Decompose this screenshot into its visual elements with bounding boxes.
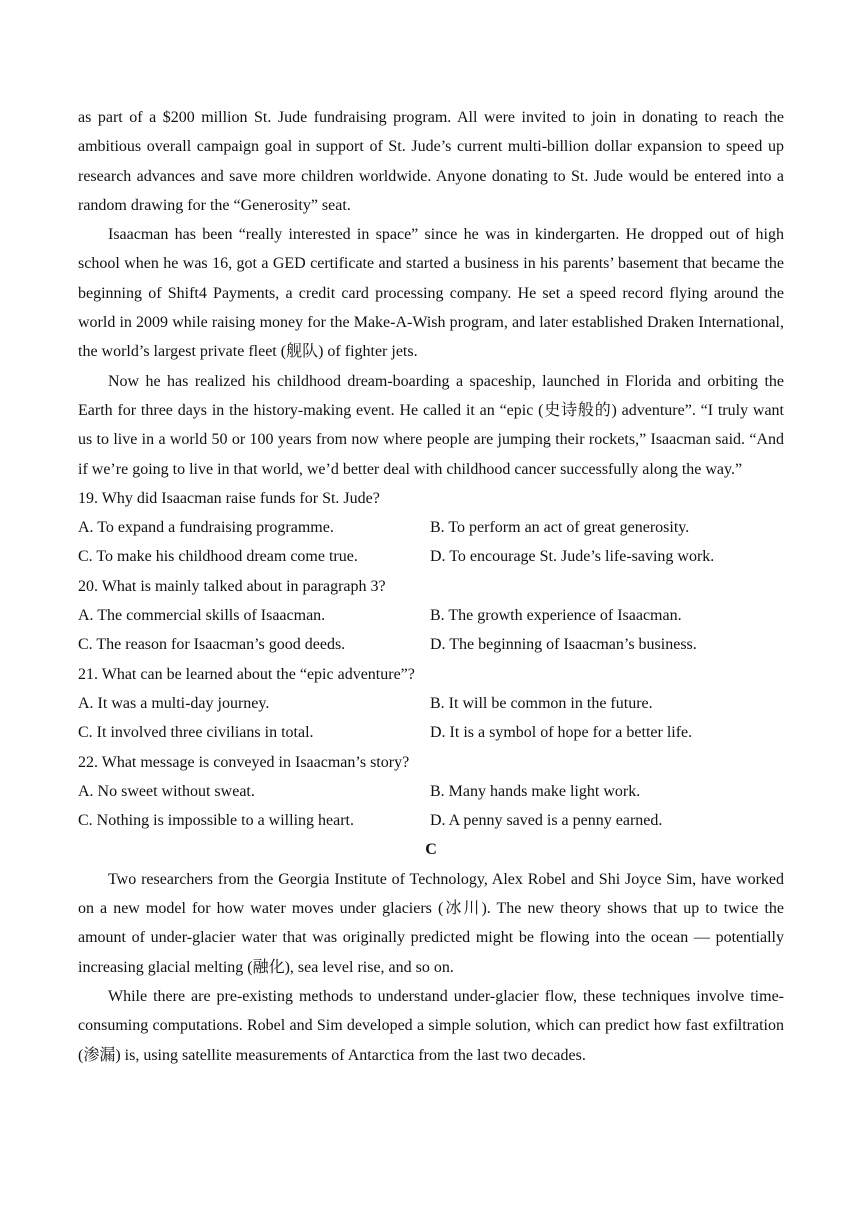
option-d: D. The beginning of Isaacman’s business. [430, 636, 697, 654]
question-stem: 20. What is mainly talked about in paragraph 3? [78, 577, 386, 595]
question-stem: 21. What can be learned about the “epic adventure”? [78, 665, 415, 683]
option-b: B. The growth experience of Isaacman. [430, 607, 682, 625]
question-21 [78, 660, 784, 748]
question-22 [78, 748, 784, 836]
passage-b-paragraph-3: Now he has realized his childhood dream-boarding a spaceship, launched in Florida and orbiting the Earth for three days in the history-making event. He called it an “epic (史诗般的) adventure”. “I truly want us to live in a world 50 or 100 years from now where people are jumping their rockets,” Isaacman said. “And if we’re going to live in that world, we’d better deal with childhood cancer successfully along the way.” [78, 372, 784, 478]
question-20 [78, 572, 784, 660]
passage-c-paragraph-1: Two researchers from the Georgia Institute of Technology, Alex Robel and Shi Joyce Sim, have worked on a new model for how water moves under glaciers (冰川). The new theory shows that up to twice the amount of under-glacier water that was originally predicted might be flowing into the ocean — potentially increasing glacial melting (融化), sea level rise, and so on. [78, 870, 784, 976]
passage-b-paragraph-2: Isaacman has been “really interested in space” since he was in kindergarten. He dropped out of high school when he was 16, got a GED certificate and started a business in his parents’ basement that became the beginning of Shift4 Payments, a credit card processing company. He set a speed record flying around the world in 2009 while raising money for the Make-A-Wish program, and later established Draken International, the world’s largest private fleet (舰队) of fighter jets. [78, 226, 784, 361]
passage-c-paragraph-2: While there are pre-existing methods to understand under-glacier flow, these techniques involve time-consuming computations. Robel and Sim developed a simple solution, which can predict how fast exfiltration (渗漏) is, using satellite measurements of Antarctica from the last two decades. [78, 987, 784, 1064]
option-c: C. To make his childhood dream come true. [78, 548, 358, 566]
option-a: A. The commercial skills of Isaacman. [78, 607, 326, 625]
option-c: C. It involved three civilians in total. [78, 724, 314, 742]
question-19 [78, 484, 784, 572]
option-a: A. It was a multi-day journey. [78, 694, 270, 712]
option-a: A. No sweet without sweat. [78, 782, 255, 800]
question-options [78, 777, 784, 836]
question-options [78, 513, 784, 572]
option-c: C. Nothing is impossible to a willing heart. [78, 812, 354, 830]
option-d: D. To encourage St. Jude’s life-saving work. [430, 548, 715, 566]
passage-b-paragraph-1: as part of a $200 million St. Jude fundraising program. All were invited to join in donating to reach the ambitious overall campaign goal in support of St. Jude’s current multi-billion dollar expansion to speed up research advances and save more children worldwide. Anyone donating to St. Jude would be entered into a random drawing for the “Generosity” seat. [78, 109, 784, 214]
option-b: B. To perform an act of great generosity. [430, 519, 690, 537]
option-d: D. It is a symbol of hope for a better life. [430, 724, 693, 742]
option-c: C. The reason for Isaacman’s good deeds. [78, 636, 346, 654]
question-stem: 19. Why did Isaacman raise funds for St. Jude? [78, 489, 380, 507]
question-options [78, 689, 784, 748]
option-b: B. Many hands make light work. [430, 782, 641, 800]
option-a: A. To expand a fundraising programme. [78, 519, 334, 537]
question-options [78, 601, 784, 660]
document-page [78, 103, 784, 1070]
section-title: C [425, 841, 437, 859]
option-b: B. It will be common in the future. [430, 694, 653, 712]
question-stem: 22. What message is conveyed in Isaacman’s story? [78, 753, 410, 771]
option-d: D. A penny saved is a penny earned. [430, 812, 663, 830]
